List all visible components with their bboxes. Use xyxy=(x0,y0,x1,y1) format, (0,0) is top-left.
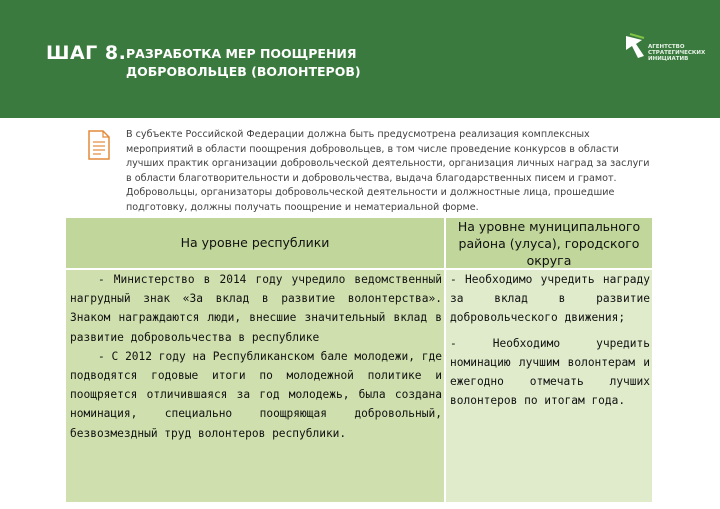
title-line-2: ДОБРОВОЛЬЦЕВ (ВОЛОНТЕРОВ) xyxy=(126,64,361,79)
logo-text: АГЕНТСТВО СТРАТЕГИЧЕСКИХ ИНИЦИАТИВ xyxy=(648,44,706,62)
page-title xyxy=(126,45,361,81)
col2-paragraph-1: - Необходимо учредить награду за вклад в развитие добровольческого движения; xyxy=(450,273,650,325)
col2-header: На уровне муниципального района (улуса), городского округа xyxy=(457,219,641,268)
header-banner xyxy=(0,0,720,118)
col1-body-cell xyxy=(66,270,444,502)
col1-paragraph-2: - С 2012 году на Республиканском бале молодежи, где подводятся годовые итоги по молодежной политике и поощряется отличившаяся за год молодежь, была создана номинация, специально поощряющая добровольный, безвозмездный труд волонтеров республики. xyxy=(70,349,442,440)
measures-table xyxy=(66,218,652,502)
col1-paragraph-1: - Министерство в 2014 году учредило ведомственный нагрудный знак «За вклад в развитие волонтерства». Знаком награждаются люди, внесшие значительный вклад в развитие добровольчества в республике xyxy=(70,273,442,344)
intro-text: В субъекте Российской Федерации должна быть предусмотрена реализация комплексных мероприятий в области поощрения добровольцев, в том числе проведение конкурсов в области лучших практик организации добровольческой деятельности, организация личных наград за заслуги в области благотворительности и добровольчества, выдача благодарственных писем и грамот. Добровольцы, организаторы добровольческой деятельности и должностные лица, прошедшие подготовку, должны получать поощрение и нематериальной форме. xyxy=(126,129,650,213)
col1-header: На уровне республики xyxy=(180,235,330,250)
col1-header-cell xyxy=(66,218,444,268)
title-line-1: РАЗРАБОТКА МЕР ПООЩРЕНИЯ xyxy=(126,46,357,61)
col2-paragraph-2: - Необходимо учредить номинацию лучшим волонтерам и ежегодно отмечать лучших волонтеров по итогам года. xyxy=(450,336,650,408)
document-icon xyxy=(87,130,111,160)
col2-header-cell xyxy=(446,218,652,268)
col2-body-cell xyxy=(446,270,652,502)
step-label: ШАГ 8. xyxy=(46,42,127,64)
